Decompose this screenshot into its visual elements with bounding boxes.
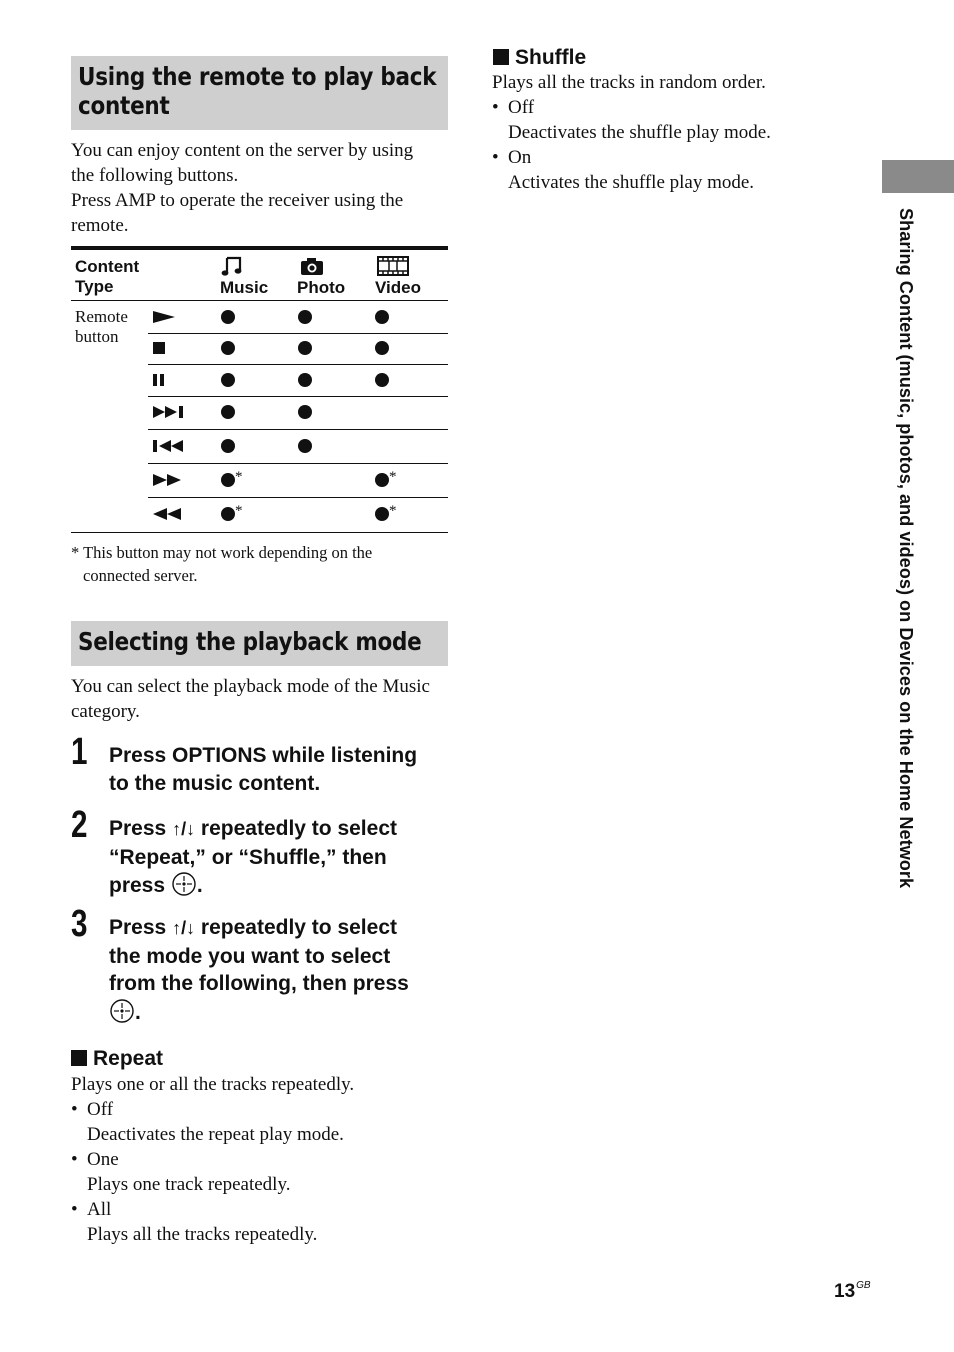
step-line: the mode you want to select — [109, 944, 391, 968]
check-dot — [221, 341, 235, 355]
intro-line: remote. — [71, 215, 129, 236]
table-footnote — [71, 541, 448, 587]
step-number: 2 — [71, 804, 88, 846]
check-dot — [298, 341, 312, 355]
fast-forward-icon — [152, 473, 182, 487]
option-desc: Deactivates the repeat play mode. — [87, 1124, 344, 1145]
check-dot — [298, 439, 312, 453]
check-dot — [221, 373, 235, 387]
header-text: Type — [75, 277, 114, 296]
table-row — [148, 301, 448, 334]
table-row — [148, 463, 448, 498]
page-region-suffix: GB — [856, 1280, 871, 1291]
intro-line: Press AMP to operate the receiver using the — [71, 190, 404, 211]
check-dot — [375, 310, 389, 324]
step-text-press: Press — [109, 916, 167, 939]
chapter-side-title-text: Sharing Content (music, photos, and videos) on Devices on the Home Network — [896, 208, 916, 889]
asterisk: * — [235, 503, 243, 519]
shuffle-subheading — [493, 46, 586, 70]
header-text: Content — [75, 257, 140, 276]
table-body — [71, 301, 448, 532]
step-period: . — [135, 1000, 141, 1024]
row-label-remote-button — [75, 307, 128, 347]
check-dot — [375, 473, 389, 487]
check-dot — [298, 405, 312, 419]
row-label-text: Remote — [75, 307, 128, 326]
step-text: repeatedly to select — [195, 817, 397, 840]
table-row — [148, 396, 448, 430]
step-line: “Repeat,” or “Shuffle,” then — [109, 845, 387, 869]
check-dot — [221, 439, 235, 453]
check-dot — [221, 473, 235, 487]
option-desc: Activates the shuffle play mode. — [508, 172, 755, 193]
table-row — [148, 333, 448, 365]
section-heading-playback-mode — [71, 621, 448, 666]
option-intro: Plays all the tracks in random order. — [492, 72, 766, 93]
content-type-table — [71, 246, 448, 533]
up-down-arrows-icon: ↑/↓ — [172, 819, 196, 839]
option-intro: Plays one or all the tracks repeatedly. — [71, 1074, 355, 1095]
check-dot — [375, 341, 389, 355]
step-number: 1 — [71, 731, 88, 773]
page-number-value: 13 — [834, 1281, 856, 1302]
next-track-icon — [152, 405, 186, 419]
check-dot — [375, 373, 389, 387]
intro-line: You can enjoy content on the server by using — [71, 140, 414, 161]
previous-track-icon — [152, 439, 186, 453]
enter-button-icon — [109, 998, 135, 1024]
step-line: from the following, then press — [109, 972, 409, 995]
step-number: 3 — [71, 903, 88, 945]
heading-line: content — [78, 91, 170, 120]
enter-button-icon — [171, 871, 197, 897]
film-strip-icon — [377, 255, 409, 277]
header-video: Video — [375, 278, 421, 297]
step-line: to the music content. — [109, 771, 321, 795]
option-name: • All — [71, 1197, 451, 1222]
music-note-icon — [221, 255, 243, 277]
section1-intro — [71, 138, 451, 238]
step-1-text — [109, 742, 454, 797]
intro-line: You can select the playback mode of the Music — [71, 676, 430, 697]
step-2-text — [109, 815, 454, 900]
asterisk: * — [389, 469, 397, 485]
step-3-text — [109, 914, 454, 1026]
step-text: repeatedly to select — [195, 916, 397, 939]
asterisk: * — [389, 503, 397, 519]
heading-line: Selecting the playback mode — [78, 627, 422, 656]
repeat-options — [71, 1072, 451, 1247]
page-number — [834, 1280, 871, 1303]
subheading-text: Repeat — [93, 1047, 164, 1070]
subheading-text: Shuffle — [515, 46, 587, 69]
header-music: Music — [220, 278, 269, 297]
play-icon — [152, 310, 176, 324]
option-name: • On — [492, 145, 852, 170]
option-desc: Plays all the tracks repeatedly. — [87, 1224, 318, 1245]
check-dot — [298, 310, 312, 324]
table-header — [71, 250, 448, 301]
camera-icon — [300, 257, 324, 276]
check-dot — [221, 405, 235, 419]
check-dot — [298, 373, 312, 387]
option-name: • Off — [492, 95, 852, 120]
option-name: • One — [71, 1147, 451, 1172]
check-dot — [221, 507, 235, 521]
section-heading-remote-playback — [71, 56, 448, 130]
check-dot — [375, 507, 389, 521]
heading-line: Using the remote to play back — [78, 62, 437, 91]
square-bullet-icon — [71, 1050, 87, 1066]
footnote-line: connected server. — [83, 566, 198, 585]
shuffle-options — [492, 70, 852, 195]
rewind-icon — [152, 507, 182, 521]
asterisk: * — [235, 469, 243, 485]
option-desc: Plays one track repeatedly. — [87, 1174, 291, 1195]
check-dot — [221, 310, 235, 324]
step-line: Press OPTIONS while listening — [109, 744, 418, 767]
intro-line: the following buttons. — [71, 165, 239, 186]
step-period: . — [196, 874, 203, 897]
section2-intro — [71, 674, 451, 724]
stop-icon — [152, 341, 166, 355]
table-row — [148, 497, 448, 532]
header-content-type — [75, 257, 139, 297]
table-row — [148, 429, 448, 464]
option-name: • Off — [71, 1097, 451, 1122]
up-down-arrows-icon: ↑/↓ — [172, 918, 196, 938]
square-bullet-icon — [493, 49, 509, 65]
chapter-side-title — [893, 208, 917, 970]
chapter-tab-marker — [882, 160, 954, 193]
step-line: press — [109, 874, 166, 897]
header-photo: Photo — [297, 278, 346, 297]
row-label-text: button — [75, 327, 119, 346]
step-text-press: Press — [109, 817, 167, 840]
table-row — [148, 364, 448, 397]
repeat-subheading — [71, 1047, 163, 1071]
pause-icon — [152, 373, 166, 387]
option-desc: Deactivates the shuffle play mode. — [508, 122, 771, 143]
footnote-line: * This button may not work depending on the — [71, 543, 373, 562]
intro-line: category. — [71, 701, 140, 722]
